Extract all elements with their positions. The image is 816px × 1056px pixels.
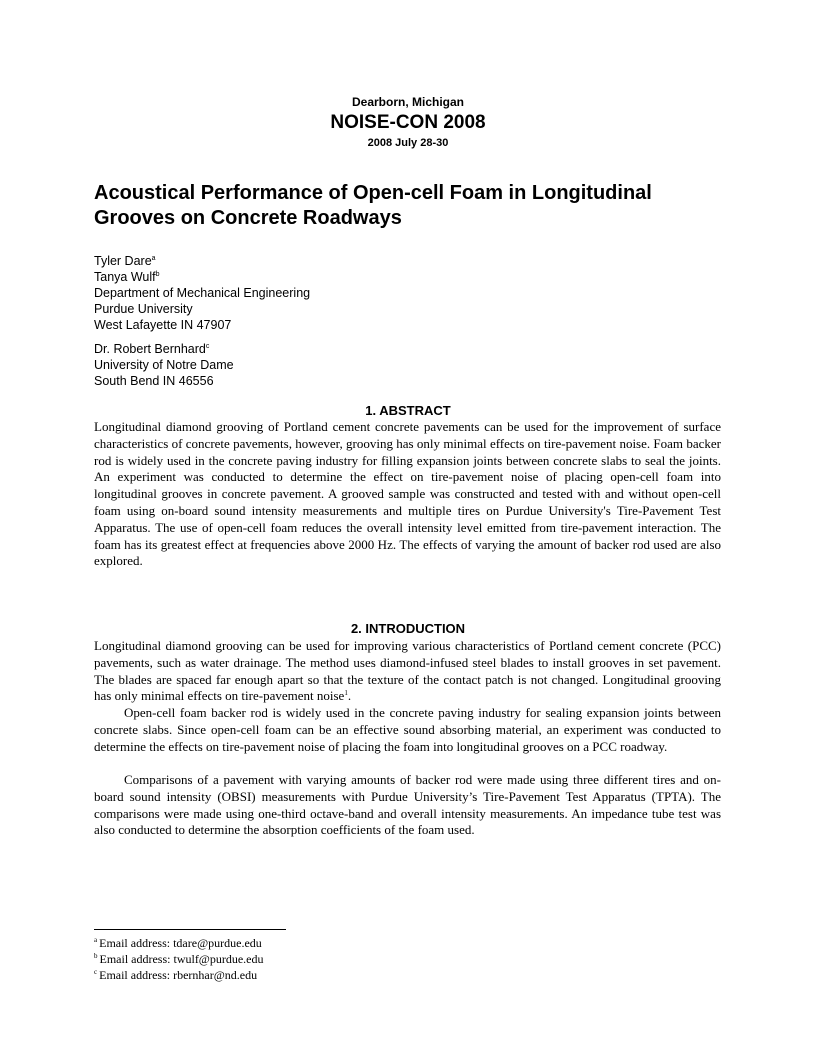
affiliation-department: Department of Mechanical Engineering <box>94 286 311 300</box>
introduction-paragraph-3: Comparisons of a pavement with varying amounts of backer rod were made using three different tires and on-board sound intensity (OBSI) measurements with Purdue University’s Tire-Pavement Test Apparatus (TPTA). The comparisons were made using one-third octave-band and overall intensity measurements. An impedance tube test was also conducted to determine the absorption coefficients of the foam used. <box>94 772 721 838</box>
author-block-purdue <box>94 253 310 333</box>
footnote-divider <box>94 929 286 930</box>
author-block-notre-dame <box>94 341 234 389</box>
affiliation-university: Purdue University <box>94 302 193 316</box>
affiliation-city: West Lafayette IN 47907 <box>94 318 232 332</box>
footnote-b: $^b$ Email address: twulf@purdue.edu <box>94 952 264 966</box>
abstract-text: Longitudinal diamond grooving of Portland cement concrete pavements can be used for the improvement of surface characteristics of concrete pavements, however, grooving has only minimal effects on tire-pavement noise. Foam backer rod is widely used in the concrete paving industry for filling expansion joints between concrete slabs to seal the joints. An experiment was conducted to determine the effect on tire-pavement noise of placing open-cell foam into longitudinal grooves in concrete pavement. A grooved sample was constructed and tested with and without open-cell foam using on-board sound intensity measurements and multiple tires on Purdue University's Tire-Pavement Test Apparatus. The use of open-cell foam reduces the overall intensity level emitted from tire-pavement interaction. The foam has its greatest effect at frequencies above 2000 Hz. The effects of varying the amount of backer rod used are also explored. <box>94 419 721 569</box>
paper-title: Acoustical Performance of Open-cell Foam in Longitudinal Grooves on Concrete Roadways <box>94 182 652 229</box>
author-tyler-dare: Tyler Dare$^a$ <box>94 254 156 268</box>
footnote-mark: c <box>205 343 210 350</box>
affiliation-city: South Bend IN 46556 <box>94 374 214 388</box>
introduction-heading: 2. INTRODUCTION <box>350 621 466 636</box>
affiliation-university: University of Notre Dame <box>94 358 234 372</box>
footnote-c: $^c$ Email address: rbernhar@nd.edu <box>94 968 258 982</box>
conference-date: 2008 July 28-30 <box>367 137 449 149</box>
footnote-mark: b <box>155 271 160 278</box>
reference-mark: 1 <box>344 689 348 698</box>
author-robert-bernhard: Dr. Robert Bernhard$^c$ <box>94 342 210 356</box>
footnote-a: $^a$ Email address: tdare@purdue.edu <box>94 936 262 950</box>
footnote-mark: a <box>151 255 156 262</box>
author-tanya-wulf: Tanya Wulf$^b$ <box>94 270 160 284</box>
footnotes <box>94 935 264 983</box>
introduction-paragraph-1: Longitudinal diamond grooving can be used for improving various characteristics of Portland cement concrete (PCC) pavements, such as water drainage. The method uses diamond-infused steel blades to install grooves in set pavement. The blades are spaced far enough apart so that the texture of the contact patch is not changed. Longitudinal grooving has only minimal effects on tire-pavement noise$^1$. <box>94 638 721 704</box>
conference-location: Dearborn, Michigan <box>351 95 464 109</box>
introduction-paragraph-2: Open-cell foam backer rod is widely used in the concrete paving industry for sealing expansion joints between concrete slabs. Since open-cell foam can be an effective sound absorbing material, an experiment was conducted to determine the effects on tire-pavement noise of placing the foam into longitudinal grooves on a PCC roadway. <box>94 705 721 754</box>
abstract-heading: 1. ABSTRACT <box>365 403 451 418</box>
conference-name: NOISE-CON 2008 <box>330 112 486 133</box>
